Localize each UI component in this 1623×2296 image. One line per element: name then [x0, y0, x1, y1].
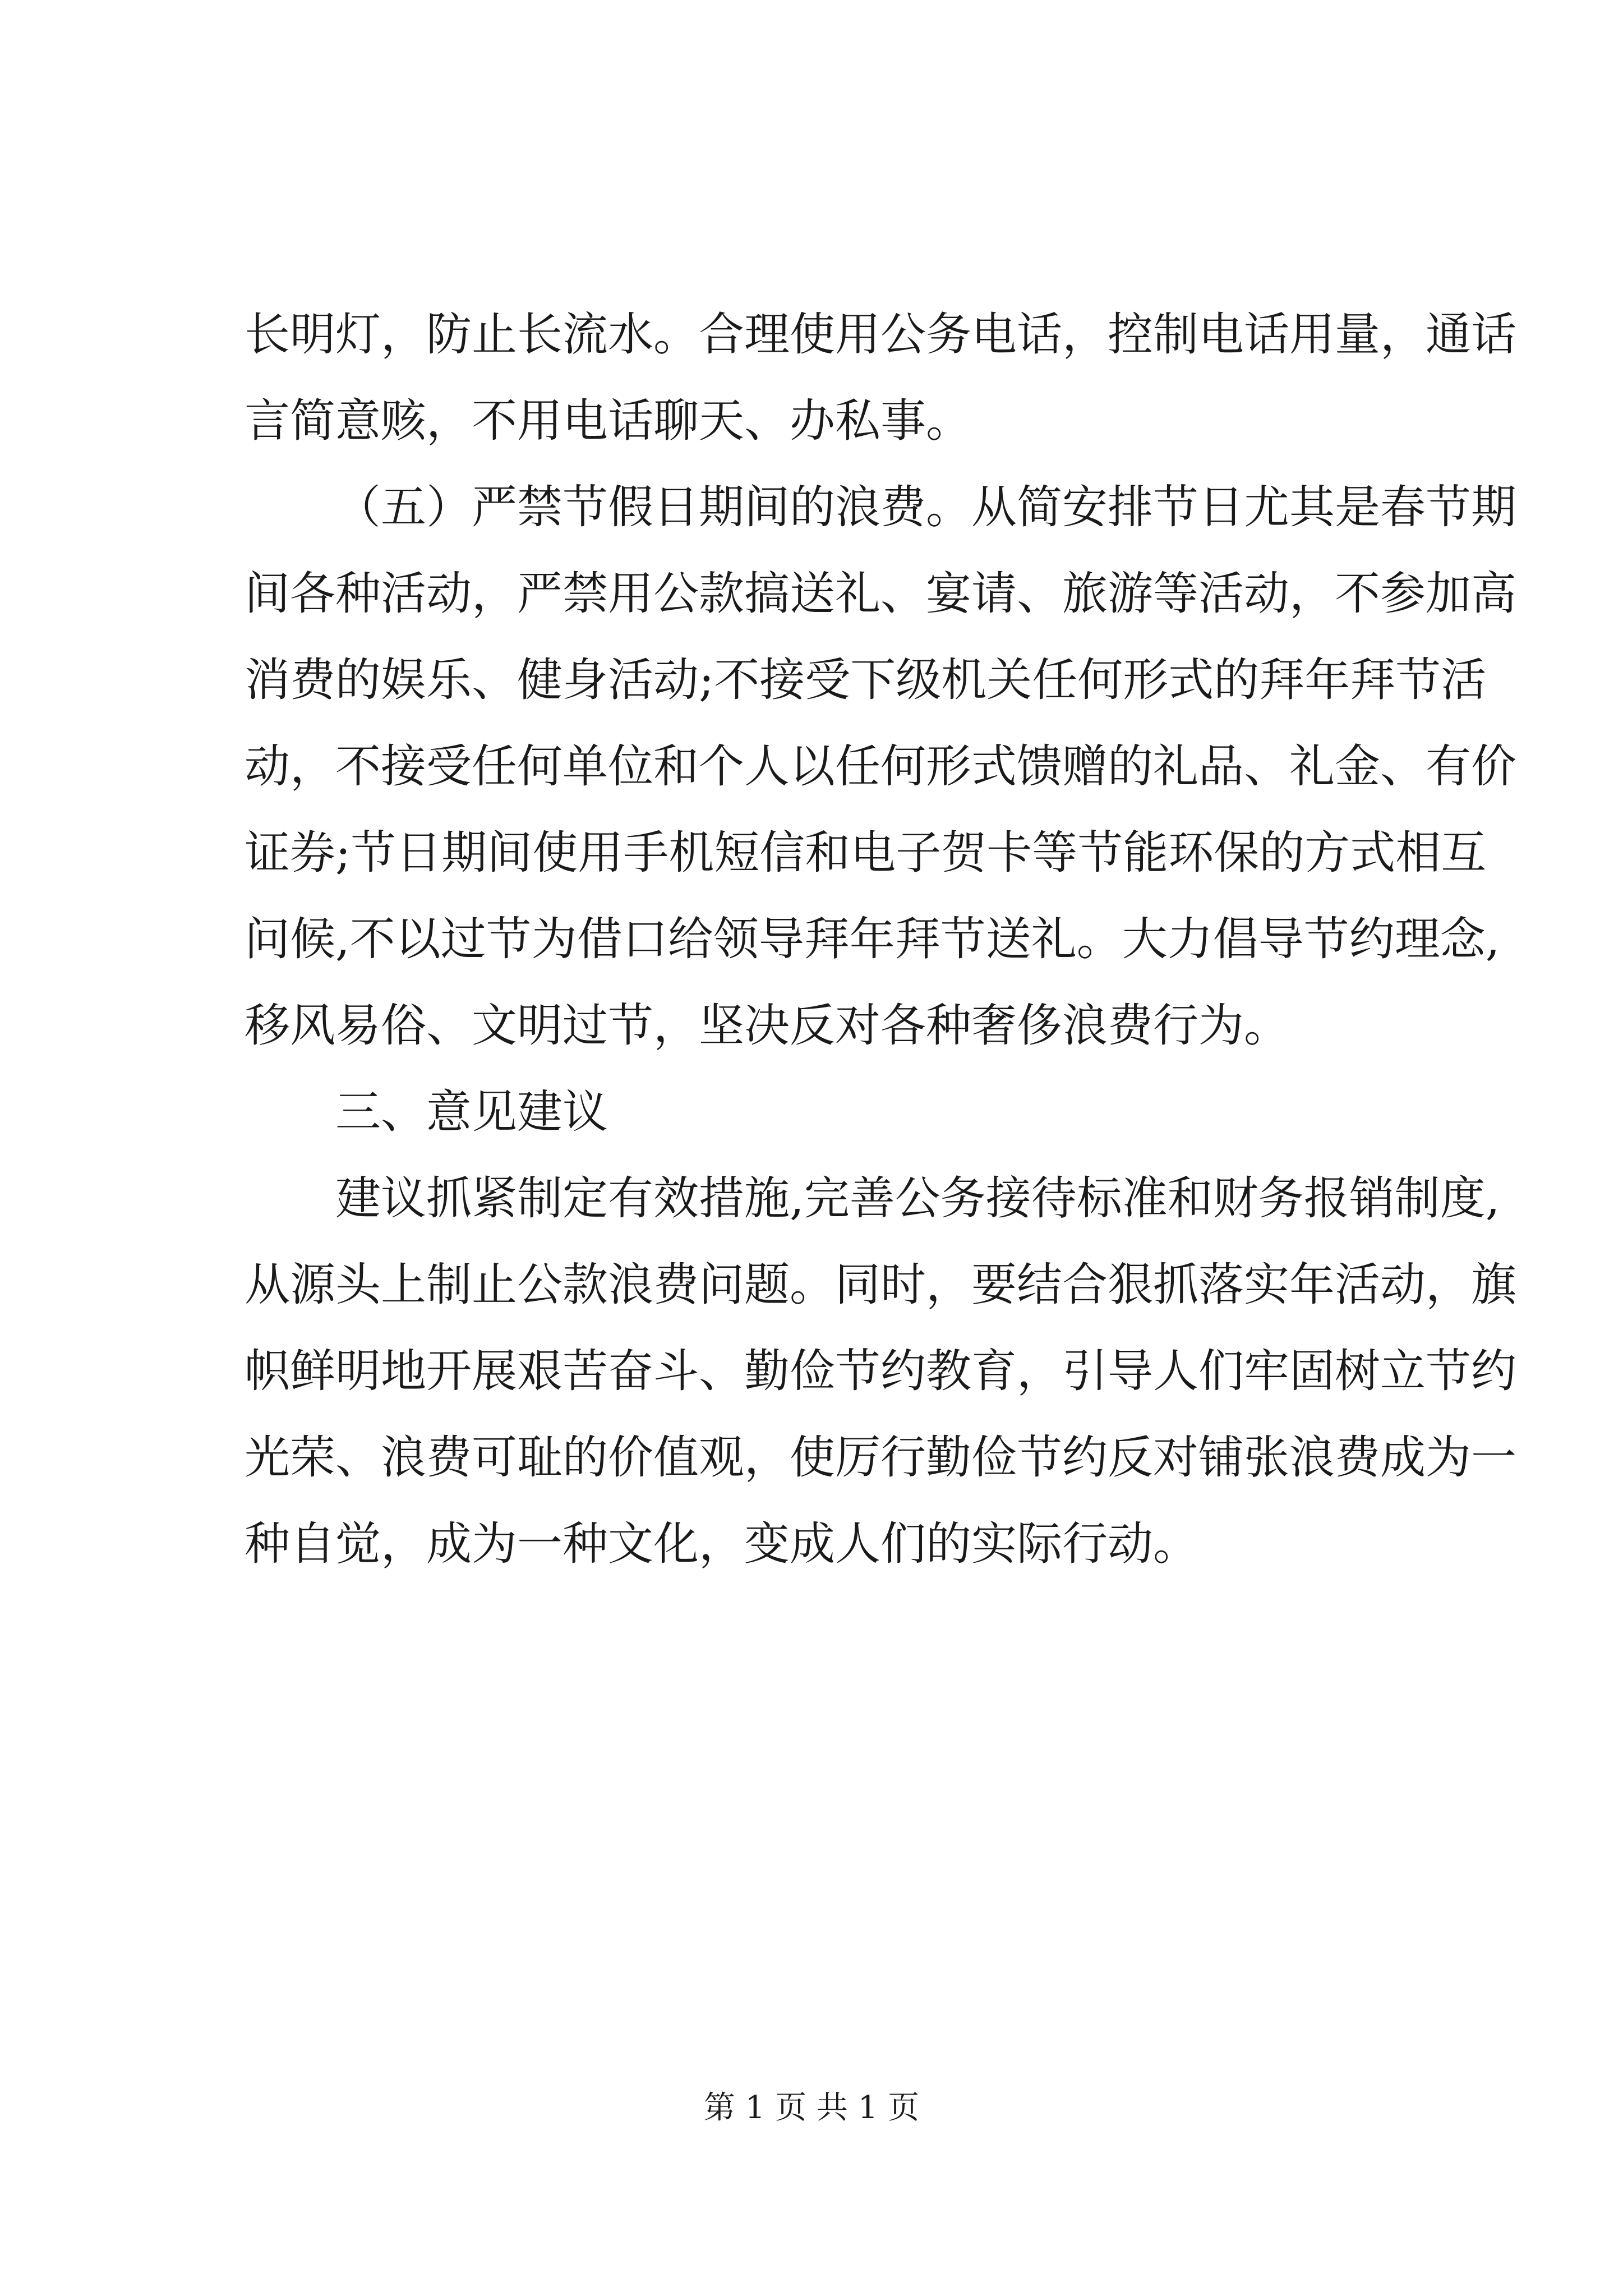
text-line: 间各种活动，严禁用公款搞送礼、宴请、旅游等活动，不参加高: [245, 568, 1517, 620]
text-line: 消费的娱乐、健身活动;不接受下级机关任何形式的拜年拜节活: [245, 654, 1487, 707]
text-line: 帜鲜明地开展艰苦奋斗、勤俭节约教育，引导人们牢固树立节约: [245, 1345, 1517, 1398]
text-line: 从源头上制止公款浪费问题。同时，要结合狠抓落实年活动，旗: [245, 1259, 1517, 1312]
text-line: 问候,不以过节为借口给领导拜年拜节送礼。大力倡导节约理念,: [245, 913, 1500, 966]
text-line: 言简意赅，不用电话聊天、办私事。: [245, 395, 972, 448]
text-line: 证券;节日期间使用手机短信和电子贺卡等节能环保的方式相互: [245, 827, 1487, 880]
text-line: 种自觉，成为一种文化，变成人们的实际行动。: [245, 1518, 1199, 1571]
text-line: 光荣、浪费可耻的价值观，使厉行勤俭节约反对铺张浪费成为一: [245, 1432, 1517, 1484]
text-line: 长明灯，防止长流水。合理使用公务电话，控制电话用量，通话: [245, 309, 1517, 361]
paragraph-heading-line: （五）严禁节假日期间的浪费。从简安排节日尤其是春节期: [335, 481, 1517, 534]
page-footer: 第 1 页 共 1 页: [703, 2090, 920, 2126]
text-line: 动，不接受任何单位和个人以任何形式馈赠的礼品、礼金、有价: [245, 740, 1517, 793]
text-line: 移风易俗、文明过节，坚决反对各种奢侈浪费行为。: [245, 1000, 1290, 1052]
text-line: 建议抓紧制定有效措施,完善公务接待标准和财务报销制度,: [335, 1172, 1500, 1225]
document-body: [245, 292, 1517, 1588]
section-heading: 三、意见建议: [335, 1086, 608, 1139]
